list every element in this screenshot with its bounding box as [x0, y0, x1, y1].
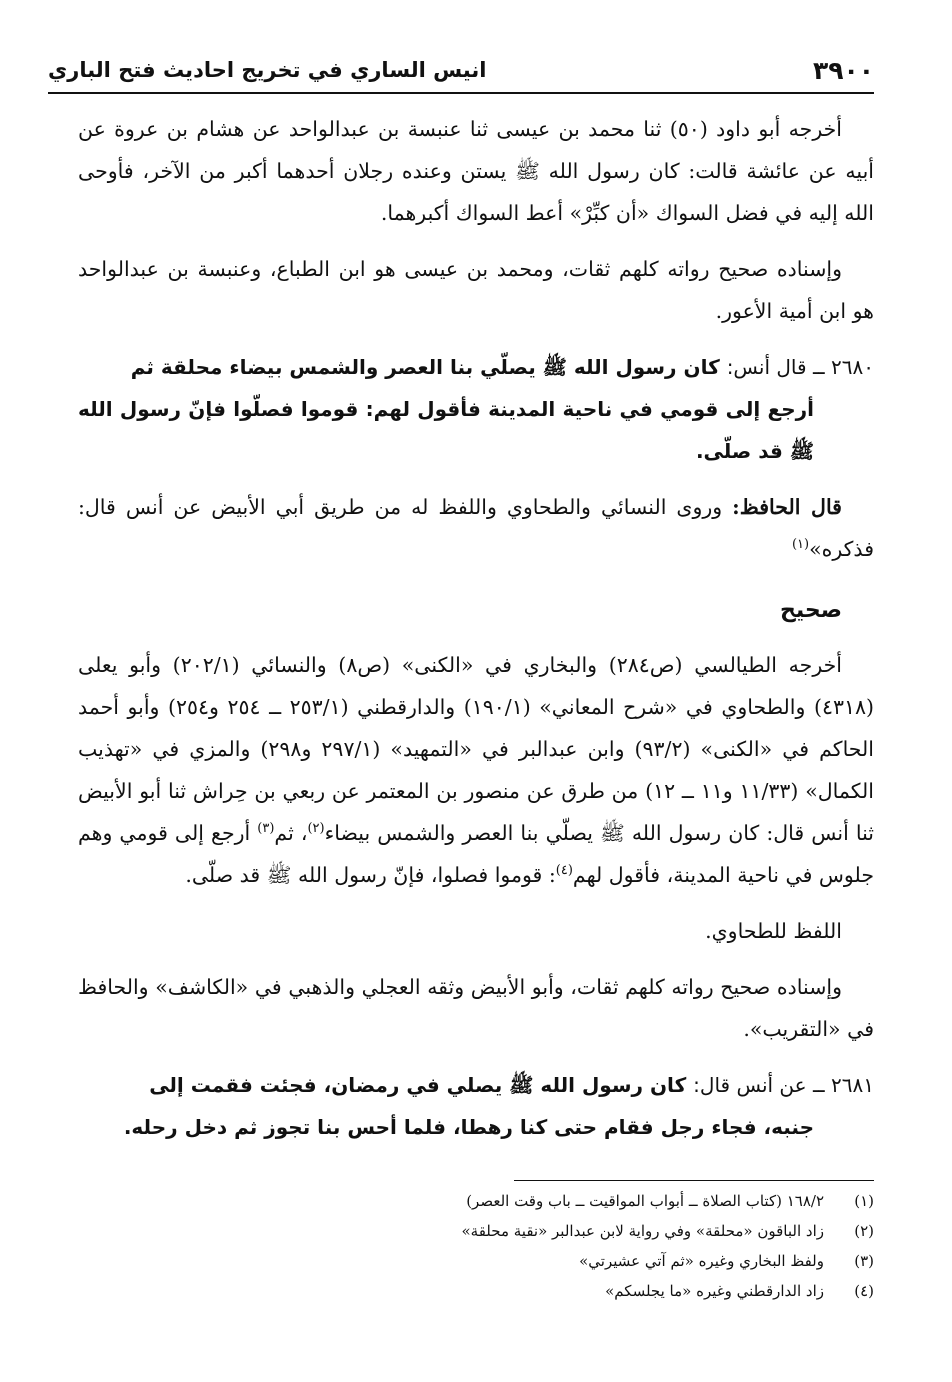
grade-heading: صحيح: [780, 598, 842, 623]
hadith-2681-text-start: كان رسول الله ﷺ يصلي في رمضان، فجئت فقمت إلى: [149, 1073, 687, 1097]
footnote-text: ولفظ البخاري وغيره «ثم آتي عشيرتي»: [579, 1252, 824, 1270]
paragraph-lafz: اللفظ للطحاوي.: [705, 919, 842, 943]
hadith-2681: [78, 1064, 874, 1148]
takhrij-part-4: : قوموا فصلوا، فإنّ رسول الله ﷺ قد صلّى.: [185, 863, 556, 887]
footnote-item: [100, 1186, 874, 1216]
footnote-number: (٤): [854, 1282, 874, 1300]
page-header: [48, 48, 874, 94]
hafiz-label: قال الحافظ:: [732, 495, 842, 519]
hadith-2681-number: ٢٦٨١ ــ عن أنس قال:: [693, 1073, 874, 1097]
footnote-number: (٢): [854, 1222, 874, 1240]
footnote-item: [100, 1216, 874, 1246]
footnote-number: (٣): [854, 1252, 874, 1270]
footnote-ref-4[interactable]: (٤): [555, 863, 573, 879]
takhrij-part-1: أخرجه الطيالسي (ص٢٨٤) والبخاري في «الكنى» (ص٨) والنسائي (٢٠٢/١) وأبو يعلى (٤٣١٨) والطحاوي في «شرح المعاني» (١٩٠/١) والدارقطني (٢٥٣/١ ــ ٢٥٤ و٢٥٤) وأبو أحمد الحاكم في «الكنى» (٩٣/٢) وابن عبدالبر في «التمهيد» (٢٩٧/١ و٢٩٨) والمزي في «تهذيب الكمال» (١١/٣٣ و١١ ــ ١٢) من طرق عن منصور بن المعتمر عن ربعي بن حِراش ثنا أبو الأبيض ثنا أنس قال: كان رسول الله ﷺ يصلّي بنا العصر والشمس بيضاء: [78, 653, 874, 845]
hafiz-text: وروى النسائي والطحاوي واللفظ له من طريق أبي الأبيض عن أنس قال: فذكره»: [78, 495, 874, 561]
footnote-item: [100, 1246, 874, 1276]
footnote-ref-3[interactable]: (٣): [257, 821, 275, 837]
hadith-2680-text-rest: أرجع إلى قومي في ناحية المدينة فأقول لهم: قوموا فصلّوا فإنّ رسول الله ﷺ قد صلّى.: [78, 397, 814, 463]
footnote-item: [100, 1276, 874, 1306]
hadith-2680-first-line: [78, 346, 874, 388]
paragraph-abu-dawud: أخرجه أبو داود (٥٠) ثنا محمد بن عيسى ثنا عنبسة بن عبدالواحد عن هشام بن عروة عن أبيه عن عائشة قالت: كان رسول الله ﷺ يستن وعنده رجلان أحدهما أكبر من الآخر، فأوحى الله إليه في فضل السواك «أن كبِّرْ» أعط السواك أكبرهما.: [78, 117, 874, 225]
paragraph-isnad-1: وإسناده صحيح رواته كلهم ثقات، ومحمد بن عيسى هو ابن الطباع، وعنبسة بن عبدالواحد هو ابن أمية الأعور.: [78, 257, 874, 323]
footnote-separator: [514, 1180, 874, 1185]
page-body: [78, 108, 874, 1162]
paragraph-hafiz: [78, 486, 874, 570]
footnote-list: [100, 1186, 874, 1306]
hadith-2680: [78, 346, 874, 472]
takhrij-part-3: أرجع إلى قومي وهم جلوس في ناحية المدينة، فأقول لهم: [78, 821, 874, 887]
hadith-2681-first-line: [78, 1064, 874, 1106]
footnote-text: زاد الدارقطني وغيره «ما يجلسكم»: [605, 1282, 824, 1300]
footnote-number: (١): [854, 1192, 874, 1210]
takhrij-part-2: ، ثم: [274, 821, 308, 845]
footnote-ref-2[interactable]: (٢): [307, 821, 325, 837]
hadith-2681-text-rest: جنبه، فجاء رجل فقام حتى كنا رهطا، فلما أحس بنا تجوز ثم دخل رحله.: [123, 1115, 814, 1139]
footnote-ref-1[interactable]: (١): [791, 537, 810, 553]
hadith-2680-number: ٢٦٨٠ ــ قال أنس:: [726, 355, 874, 379]
paragraph-isnad-2: وإسناده صحيح رواته كلهم ثقات، وأبو الأبيض وثقه العجلي والذهبي في «الكاشف» والحافظ في «التقريب».: [78, 975, 874, 1041]
book-title: انيس الساري في تخريج احاديث فتح الباري: [48, 58, 487, 82]
footnote-text: زاد الباقون «محلقة» وفي رواية لابن عبدالبر «نقية محلقة»: [461, 1222, 824, 1240]
footnote-text: ١٦٨/٢ (كتاب الصلاة ــ أبواب المواقيت ــ باب وقت العصر): [466, 1192, 824, 1210]
hadith-2680-text-start: كان رسول الله ﷺ يصلّي بنا العصر والشمس بيضاء محلقة ثم: [130, 355, 720, 379]
page-number: ٣٩٠٠: [812, 55, 874, 85]
paragraph-takhrij: [78, 644, 874, 896]
